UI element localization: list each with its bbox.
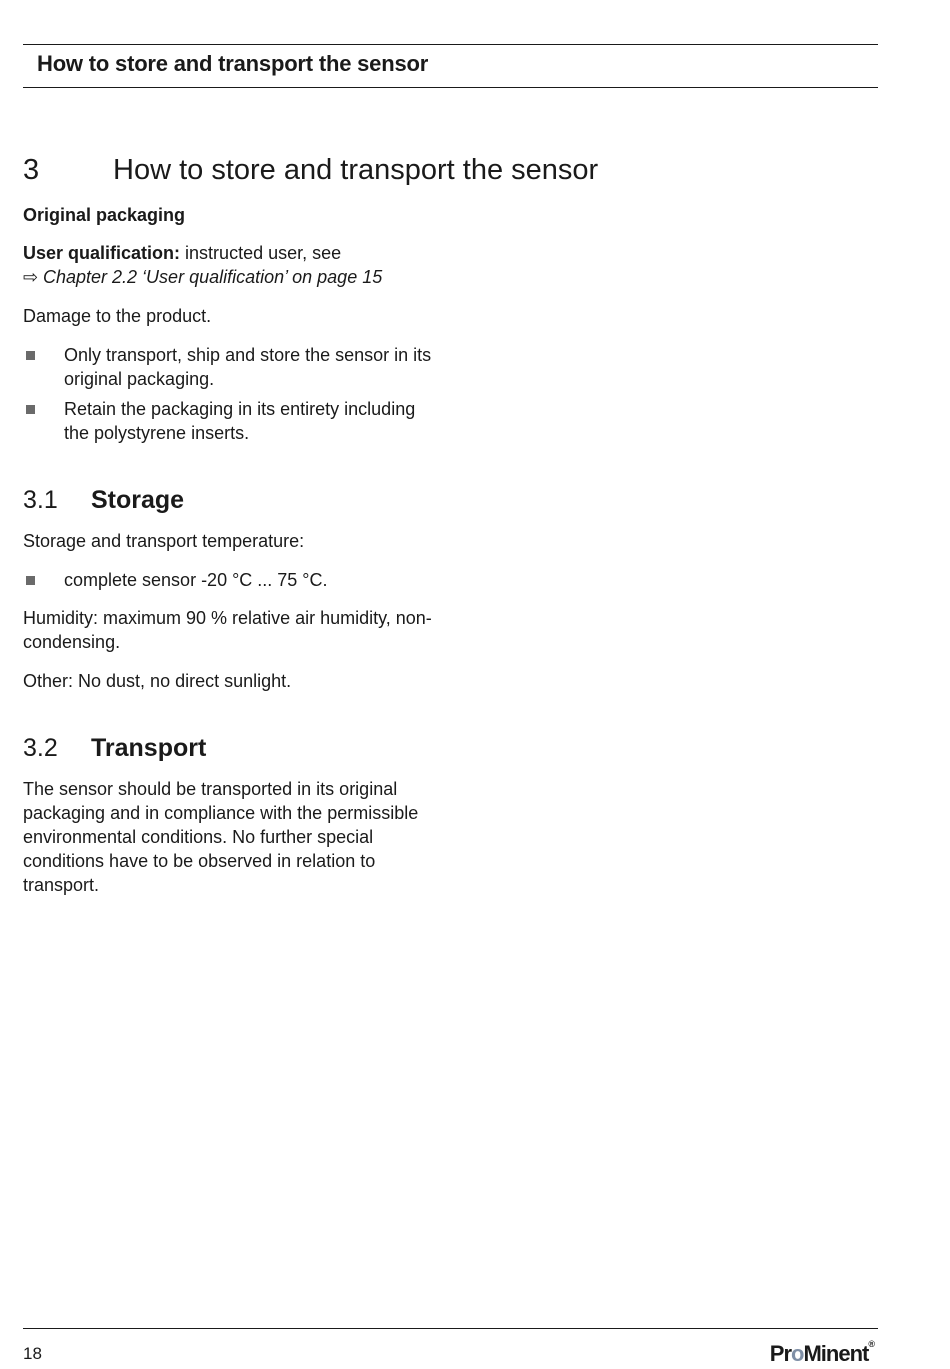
other-conditions-text: Other: No dust, no direct sunlight. <box>23 671 292 691</box>
header-rule-top <box>23 44 878 45</box>
list-item: Retain the packaging in its entirety including the polystyrene inserts. <box>23 397 433 445</box>
chapter-title: How to store and transport the sensor <box>113 154 599 186</box>
section-number: 3.2 <box>23 734 58 762</box>
user-qualification-label: User qualification: <box>23 243 181 263</box>
bullet-square-icon <box>26 405 35 414</box>
packaging-bullet-list <box>23 343 433 445</box>
page-number: 18 <box>23 1344 42 1363</box>
transport-text: The sensor should be transported in its original packaging and in compliance with the permissible environmental conditions. No further special conditions have to be observed in relation to transport. <box>23 779 419 895</box>
chapter-number: 3 <box>23 154 40 186</box>
original-packaging-heading: Original packaging <box>23 205 186 225</box>
humidity-text: Humidity: maximum 90 % relative air humidity, non-condensing. <box>23 608 432 652</box>
section-title: Storage <box>91 486 185 514</box>
section-title: Transport <box>91 734 207 762</box>
list-item: Only transport, ship and store the sensor in its original packaging. <box>23 343 433 391</box>
storage-intro: Storage and transport temperature: <box>23 531 305 551</box>
chapter-reference-link[interactable]: Chapter 2.2 ‘User qualification’ on page 15 <box>43 267 383 287</box>
section-number: 3.1 <box>23 486 58 514</box>
footer-rule <box>23 1328 878 1329</box>
bullet-square-icon <box>26 576 35 585</box>
bullet-square-icon <box>26 351 35 360</box>
header-rule-bottom <box>23 87 878 88</box>
list-item: complete sensor -20 °C ... 75 °C. <box>23 568 433 592</box>
user-qualification-text: instructed user, see <box>185 243 342 263</box>
user-qualification <box>23 241 433 289</box>
running-header-title: How to store and transport the sensor <box>37 51 429 76</box>
damage-text: Damage to the product. <box>23 306 212 326</box>
storage-bullet-list <box>23 568 433 592</box>
prominent-logo: ProMinent® <box>769 1339 875 1366</box>
reference-arrow-icon: ⇨ <box>23 267 39 287</box>
